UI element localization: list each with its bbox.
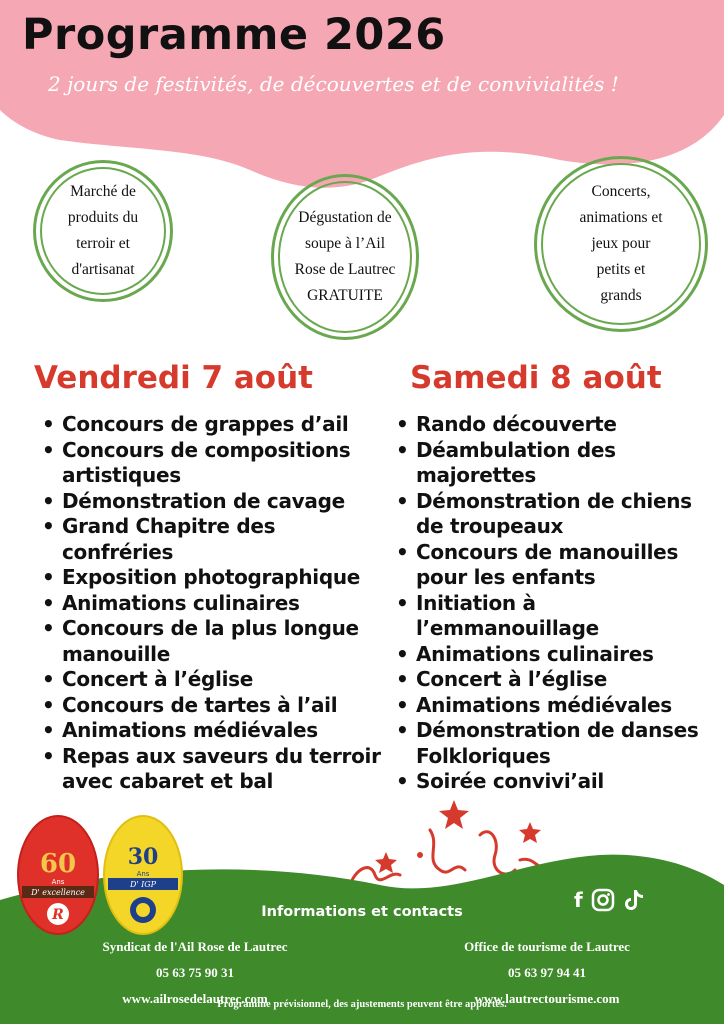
saturday-program-list bbox=[392, 412, 712, 795]
highlight-text: Concerts, animations et jeux pour petits et grands bbox=[579, 183, 663, 304]
program-list-item: • Concours de manouilles pour les enfants bbox=[392, 540, 712, 591]
svg-text:R: R bbox=[52, 907, 64, 923]
badge-ans: Ans bbox=[136, 870, 150, 878]
info-contacts-title: Informations et contacts bbox=[261, 904, 463, 920]
contact-phone[interactable]: 05 63 97 94 41 bbox=[508, 965, 586, 980]
contact-name: Syndicat de l'Ail Rose de Lautrec bbox=[102, 939, 288, 954]
highlight-text: Marché de produits du terroir et d'artisanat bbox=[67, 183, 139, 278]
program-list-item: • Animations médiévales bbox=[38, 718, 388, 744]
highlight-circle-concerts bbox=[534, 156, 708, 332]
badge-text: D' excellence bbox=[31, 888, 85, 897]
page-title: Programme 2026 bbox=[22, 10, 446, 60]
program-list-item: • Animations médiévales bbox=[392, 693, 712, 719]
program-list-item: • Concert à l’église bbox=[38, 667, 388, 693]
day-title-saturday: Samedi 8 août bbox=[410, 360, 662, 396]
program-list-item: • Concert à l’église bbox=[392, 667, 712, 693]
program-list-item: • Démonstration de chiens de troupeaux bbox=[392, 489, 712, 540]
highlight-text: Dégustation de soupe à l’Ail Rose de Lautrec GRATUITE bbox=[294, 209, 396, 304]
badge-text: D' IGP bbox=[129, 880, 157, 889]
program-list-item: • Exposition photographique bbox=[38, 565, 388, 591]
program-list-item: • Repas aux saveurs du terroir avec cabaret et bal bbox=[38, 744, 388, 795]
page-subtitle: 2 jours de festivités, de découvertes et de convivialités ! bbox=[48, 72, 619, 96]
contact-name: Office de tourisme de Lautrec bbox=[464, 939, 630, 954]
program-list-item: • Concours de la plus longue manouille bbox=[38, 616, 388, 667]
highlight-circle-soup bbox=[271, 174, 419, 340]
contact-website[interactable]: www.ailrosedelautrec.com bbox=[122, 991, 268, 1006]
program-list-item: • Démonstration de danses Folkloriques bbox=[392, 718, 712, 769]
badge-years: 60 bbox=[39, 849, 77, 879]
program-list-item: • Déambulation des majorettes bbox=[392, 438, 712, 489]
friday-program-list bbox=[38, 412, 388, 795]
badge-ans: Ans bbox=[51, 878, 65, 886]
program-list-item: • Grand Chapitre des confréries bbox=[38, 514, 388, 565]
program-list-item: • Concours de grappes d’ail bbox=[38, 412, 388, 438]
program-list-item: • Animations culinaires bbox=[392, 642, 712, 668]
contact-website[interactable]: www.lautrectourisme.com bbox=[474, 991, 620, 1006]
program-list-item: • Concours de tartes à l’ail bbox=[38, 693, 388, 719]
program-list-item: • Concours de compositions artistiques bbox=[38, 438, 388, 489]
program-list-item: • Initiation à l’emmanouillage bbox=[392, 591, 712, 642]
badge-years: 30 bbox=[127, 844, 159, 870]
day-title-friday: Vendredi 7 août bbox=[34, 360, 313, 396]
program-list-item: • Rando découverte bbox=[392, 412, 712, 438]
footnote: Programme prévisionnel, des ajustements peuvent être apportés. bbox=[217, 999, 507, 1010]
program-list-item: • Soirée convivi’ail bbox=[392, 769, 712, 795]
program-list-item: • Démonstration de cavage bbox=[38, 489, 388, 515]
highlight-circle-market bbox=[33, 160, 173, 302]
program-list-item: • Animations culinaires bbox=[38, 591, 388, 617]
facebook-icon[interactable]: f bbox=[574, 888, 583, 912]
contact-phone[interactable]: 05 63 75 90 31 bbox=[156, 965, 234, 980]
